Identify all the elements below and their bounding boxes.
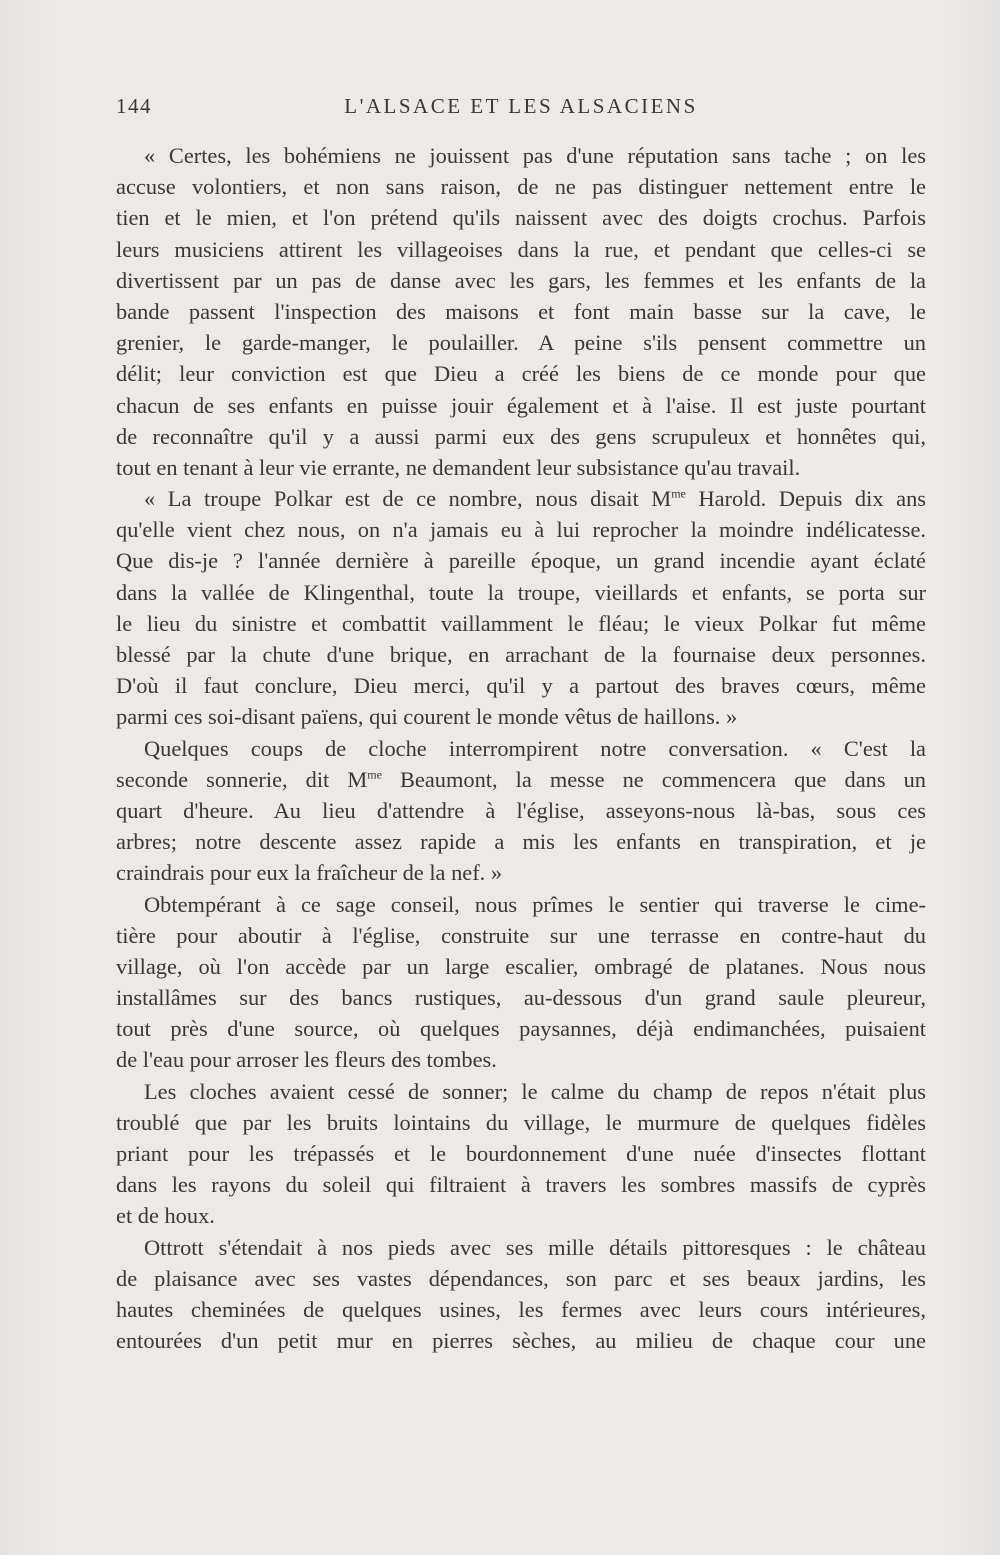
text-line-content: de l'eau pour arroser les fleurs des tombes. <box>116 1047 497 1073</box>
text-line <box>116 857 926 888</box>
text-line-content: de reconnaître qu'il y a aussi parmi eux des gens scrupuleux et honnêtes qui, <box>116 423 926 449</box>
text-line <box>116 920 926 951</box>
text-line <box>116 764 926 795</box>
text-line <box>116 889 926 920</box>
page-header <box>116 94 926 124</box>
text-line <box>116 390 926 421</box>
text-line <box>116 358 926 389</box>
text-line <box>116 1076 926 1107</box>
text-line-content: bande passent l'inspection des maisons et font main basse sur la cave, le <box>116 298 926 324</box>
text-line <box>116 1325 926 1356</box>
text-line <box>116 795 926 826</box>
page-number: 144 <box>116 94 152 118</box>
text-line-content: accuse volontiers, et non sans raison, de ne pas distinguer nettement entre le <box>116 174 926 200</box>
text-line <box>116 171 926 202</box>
text-line <box>116 670 926 701</box>
text-line-content: blessé par la chute d'une brique, en arrachant de la fournaise deux personnes. <box>116 642 926 667</box>
text-line <box>116 826 926 857</box>
text-line <box>116 140 926 171</box>
text-line <box>116 982 926 1013</box>
text-line-content: délit; leur conviction est que Dieu a créé les biens de ce monde pour que <box>116 361 926 387</box>
text-line-content: dans la vallée de Klingenthal, toute la troupe, vieillards et enfants, se porta sur <box>116 579 926 605</box>
text-line <box>116 545 926 576</box>
text-line <box>116 327 926 358</box>
text-line <box>116 514 926 545</box>
text-line-content: arbres; notre descente assez rapide a mis les enfants en transpiration, et je <box>116 829 926 855</box>
text-line-content: craindrais pour eux la fraîcheur de la nef. » <box>116 860 503 886</box>
text-line-content: leurs musiciens attirent les villageoises dans la rue, et pendant que celles-ci se <box>116 236 926 262</box>
text-line <box>116 733 926 764</box>
text-line <box>116 1263 926 1294</box>
text-line-content: tout près d'une source, où quelques paysannes, déjà endimanchées, puisaient <box>116 1016 926 1042</box>
text-line <box>116 483 926 514</box>
text-line <box>116 452 926 483</box>
text-line-content: « La troupe Polkar est de ce nombre, nous disait M <box>144 486 672 512</box>
text-line-content: tière pour aboutir à l'église, construite sur une terrasse en contre-haut du <box>116 922 926 948</box>
text-line-content: chacun de ses enfants en puisse jouir également et à l'aise. Il est juste pourtant <box>116 392 926 418</box>
running-title: L'ALSACE ET LES ALSACIENS <box>344 94 698 118</box>
text-line-continuation: Harold. Depuis dix ans <box>685 486 926 512</box>
text-line-content: tien et le mien, et l'on prétend qu'ils naissent avec des doigts crochus. Parfois <box>116 205 926 231</box>
text-line <box>116 1107 926 1138</box>
text-line-content: Obtempérant à ce sage conseil, nous prîmes le sentier qui traverse le cime- <box>144 891 926 917</box>
text-line <box>116 608 926 639</box>
text-line-content: Ottrott s'étendait à nos pieds avec ses mille détails pittoresques : le château <box>144 1234 926 1260</box>
text-line-content: entourées d'un petit mur en pierres sèches, au milieu de chaque cour une <box>116 1328 926 1354</box>
text-line-content: Que dis-je ? l'année dernière à pareille époque, un grand incendie ayant éclaté <box>116 548 926 574</box>
body-text <box>116 140 926 1356</box>
text-line <box>116 296 926 327</box>
text-line-content: et de houx. <box>116 1203 215 1229</box>
text-line-content: de plaisance avec ses vastes dépendances, son parc et ses beaux jardins, les <box>116 1265 926 1291</box>
text-line <box>116 234 926 265</box>
text-line-content: seconde sonnerie, dit M <box>116 766 368 792</box>
text-line <box>116 1232 926 1263</box>
text-line-content: Quelques coups de cloche interrompirent notre conversation. « C'est la <box>144 735 926 761</box>
text-line <box>116 951 926 982</box>
superscript-abbreviation: me <box>671 486 686 501</box>
text-line-continuation: Beaumont, la messe ne commencera que dans un <box>381 766 926 792</box>
text-line <box>116 1013 926 1044</box>
text-line <box>116 202 926 233</box>
text-line <box>116 577 926 608</box>
text-line-content: « Certes, les bohémiens ne jouissent pas d'une réputation sans tache ; on les <box>144 143 926 168</box>
text-line-content: le lieu du sinistre et combattit vaillamment le fléau; le vieux Polkar fut même <box>116 610 926 636</box>
text-line-content: installâmes sur des bancs rustiques, au-dessous d'un grand saule pleureur, <box>116 985 926 1011</box>
text-line <box>116 701 926 732</box>
text-line-content: D'où il faut conclure, Dieu merci, qu'il y a partout des braves cœurs, même <box>116 673 926 699</box>
text-line-content: dans les rayons du soleil qui filtraient à travers les sombres massifs de cyprès <box>116 1172 926 1198</box>
text-line-content: tout en tenant à leur vie errante, ne demandent leur subsistance qu'au travail. <box>116 454 801 480</box>
text-line-content: quart d'heure. Au lieu d'attendre à l'église, asseyons-nous là-bas, sous ces <box>116 797 926 823</box>
text-line-content: grenier, le garde-manger, le poulailler. A peine s'ils pensent commettre un <box>116 330 926 356</box>
text-line-content: hautes cheminées de quelques usines, les fermes avec leurs cours intérieures, <box>116 1296 926 1322</box>
text-line-content: parmi ces soi-disant païens, qui courent le monde vêtus de haillons. » <box>116 704 738 730</box>
text-line <box>116 1044 926 1075</box>
text-line <box>116 1169 926 1200</box>
text-line-content: Les cloches avaient cessé de sonner; le calme du champ de repos n'était plus <box>144 1078 926 1104</box>
text-line-content: priant pour les trépassés et le bourdonnement d'une nuée d'insectes flottant <box>116 1141 926 1166</box>
text-line <box>116 265 926 296</box>
text-line <box>116 1138 926 1169</box>
text-line <box>116 421 926 452</box>
text-line-content: village, où l'on accède par un large escalier, ombragé de platanes. Nous nous <box>116 953 926 979</box>
text-line <box>116 639 926 670</box>
text-line <box>116 1200 926 1231</box>
text-line-content: troublé que par les bruits lointains du village, le murmure de quelques fidèles <box>116 1109 926 1135</box>
text-line-content: qu'elle vient chez nous, on n'a jamais eu à lui reprocher la moindre indélicatesse. <box>116 517 926 543</box>
text-line-content: divertissent par un pas de danse avec les gars, les femmes et les enfants de la <box>116 267 926 293</box>
superscript-abbreviation: me <box>367 767 382 782</box>
text-line <box>116 1294 926 1325</box>
